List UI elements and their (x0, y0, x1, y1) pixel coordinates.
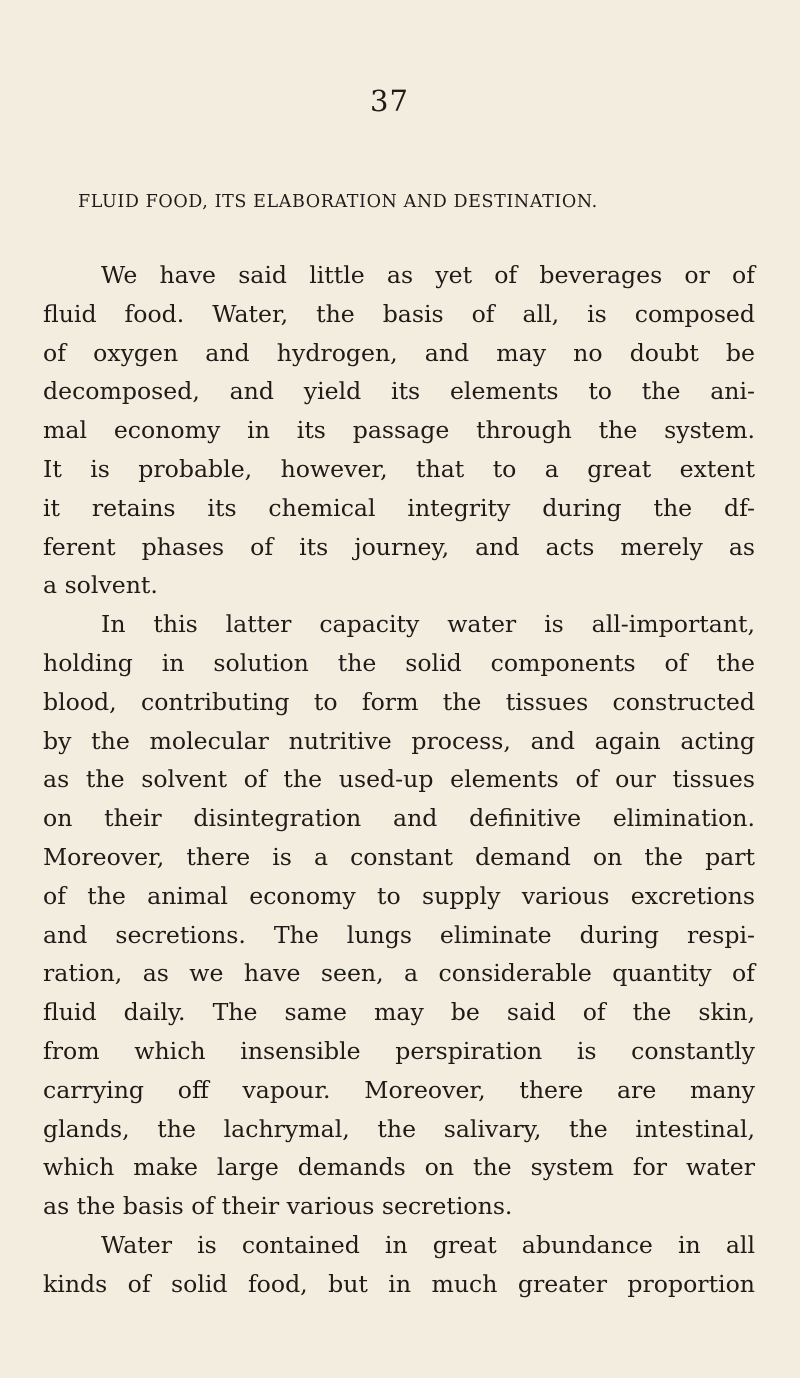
text-line: by the molecular nutritive process, and again acting (43, 726, 755, 755)
text-line: a solvent. (43, 571, 158, 600)
text-line: and secretions. The lungs eliminate during respi- (43, 920, 755, 949)
text-line: holding in solution the solid components of the (43, 648, 755, 677)
text-line: Moreover, there is a constant demand on the part (43, 842, 755, 871)
text-line: of oxygen and hydrogen, and may no doubt be (43, 338, 755, 367)
chapter-heading: FLUID FOOD, ITS ELABORATION AND DESTINATION. (78, 192, 598, 212)
body-text (43, 256, 755, 1304)
text-line: kinds of solid food, but in much greater proportion (43, 1269, 755, 1298)
text-line: of the animal economy to supply various excretions (43, 881, 755, 910)
text-line: as the solvent of the used-up elements of our tissues (43, 765, 755, 794)
text-line: on their disintegration and definitive elimination. (43, 804, 755, 833)
text-line: it retains its chemical integrity during the df- (43, 493, 755, 522)
text-line: ferent phases of its journey, and acts merely as (43, 532, 755, 561)
text-line: as the basis of their various secretions. (43, 1192, 513, 1221)
text-line: Water is contained in great abundance in all (101, 1230, 755, 1259)
text-line: blood, contributing to form the tissues constructed (43, 687, 755, 716)
text-line: ration, as we have seen, a considerable quantity of (43, 959, 755, 988)
text-line: glands, the lachrymal, the salivary, the intestinal, (43, 1114, 755, 1143)
text-line: mal economy in its passage through the system. (43, 416, 755, 445)
text-line: fluid food. Water, the basis of all, is composed (43, 299, 755, 328)
text-line: It is probable, however, that to a great extent (43, 454, 755, 483)
page-number: 37 (370, 84, 409, 118)
text-line: fluid daily. The same may be said of the skin, (43, 998, 755, 1027)
text-line: from which insensible perspiration is constantly (43, 1036, 755, 1065)
text-line: In this latter capacity water is all-important, (101, 610, 755, 639)
text-line: decomposed, and yield its elements to the ani- (43, 377, 755, 406)
text-line: which make large demands on the system for water (43, 1153, 755, 1182)
text-line: We have said little as yet of beverages or of (101, 261, 755, 289)
text-line: carrying off vapour. Moreover, there are many (43, 1075, 755, 1104)
